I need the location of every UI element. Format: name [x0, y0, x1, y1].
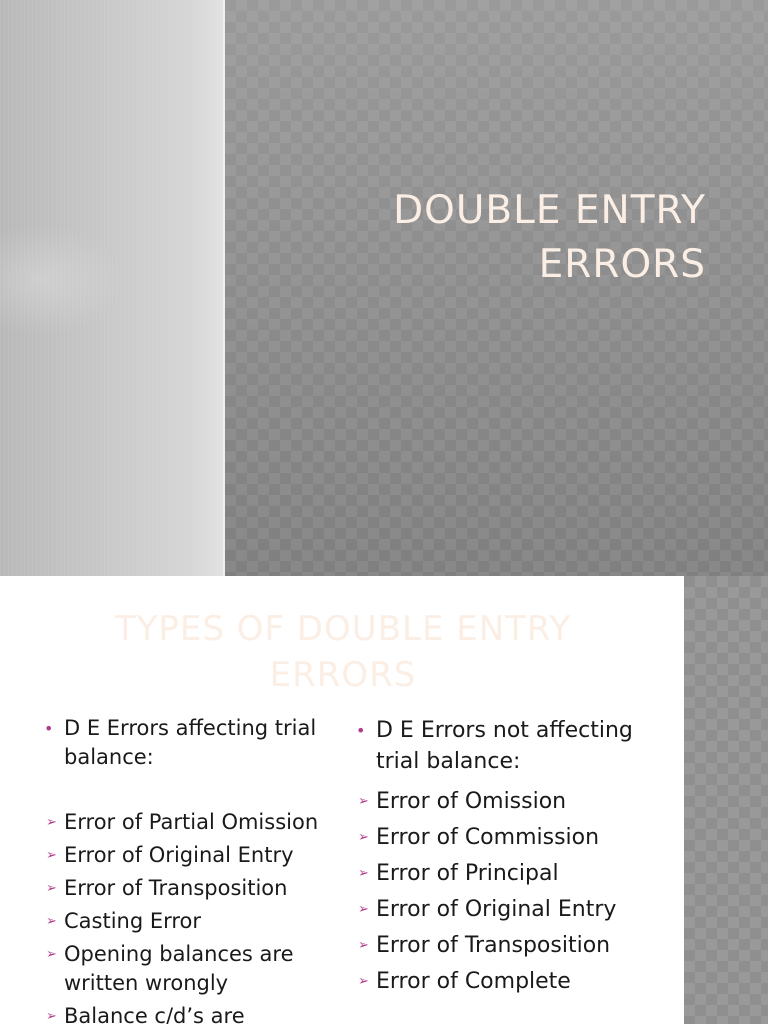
left-column	[44, 714, 334, 1024]
list-item-text: Error of Commission	[376, 825, 600, 850]
slide-title-line-1: DOUBLE ENTRY	[393, 188, 706, 233]
list-item	[356, 895, 656, 924]
content-slide	[0, 576, 768, 1024]
arrow-bullet-icon: ➢	[358, 830, 369, 845]
slide-title-line-2: ERRORS	[538, 242, 706, 287]
list-item-text: Error of Omission	[376, 789, 567, 814]
bullet-dot-icon: •	[356, 721, 366, 740]
list-item	[356, 931, 656, 960]
list-item	[44, 841, 334, 870]
arrow-bullet-icon: ➢	[358, 794, 369, 809]
arrow-bullet-icon: ➢	[46, 1009, 57, 1024]
content-slide-title	[60, 606, 626, 698]
right-column	[356, 715, 656, 1003]
arrow-bullet-icon: ➢	[358, 974, 369, 989]
list-item-text: Error of Original Entry	[64, 843, 294, 867]
list-item	[356, 823, 656, 852]
list-item	[44, 940, 334, 998]
content-slide-title-line-1: TYPES OF DOUBLE ENTRY	[114, 609, 572, 649]
arrow-bullet-icon: ➢	[46, 881, 57, 896]
arrow-bullet-icon: ➢	[358, 938, 369, 953]
list-item	[356, 967, 656, 996]
title-slide-left-panel	[0, 0, 224, 576]
slide-title	[286, 184, 706, 292]
list-item-text: Balance c/d’s are	[64, 1004, 245, 1024]
bullet-dot-icon: •	[44, 719, 54, 738]
arrow-bullet-icon: ➢	[358, 902, 369, 917]
arrow-bullet-icon: ➢	[358, 866, 369, 881]
list-item-text: Error of Transposition	[64, 876, 288, 900]
list-item	[44, 907, 334, 936]
right-column-lead	[356, 715, 656, 777]
arrow-bullet-icon: ➢	[46, 848, 57, 863]
content-slide-title-line-2: ERRORS	[269, 655, 417, 695]
list-item-text: Error of Partial Omission	[64, 810, 319, 834]
list-item	[356, 859, 656, 888]
list-item	[356, 787, 656, 816]
list-item-text: Error of Complete	[376, 969, 571, 994]
arrow-bullet-icon: ➢	[46, 947, 57, 962]
list-item-text: Opening balances are written wrongly	[64, 942, 294, 995]
list-item	[44, 874, 334, 903]
list-item-text: Error of Original Entry	[376, 897, 617, 922]
content-slide-side-strip	[684, 576, 768, 1024]
arrow-bullet-icon: ➢	[46, 914, 57, 929]
right-column-lead-text: D E Errors not affecting trial balance:	[376, 718, 633, 774]
left-column-lead	[44, 714, 334, 772]
list-item	[44, 808, 334, 837]
list-item-text: Casting Error	[64, 909, 202, 933]
list-item-text: Error of Principal	[376, 861, 559, 886]
arrow-bullet-icon: ➢	[46, 815, 57, 830]
list-item	[44, 1002, 334, 1024]
list-item-text: Error of Transposition	[376, 933, 611, 958]
left-column-lead-text: D E Errors affecting trial balance:	[64, 716, 317, 769]
